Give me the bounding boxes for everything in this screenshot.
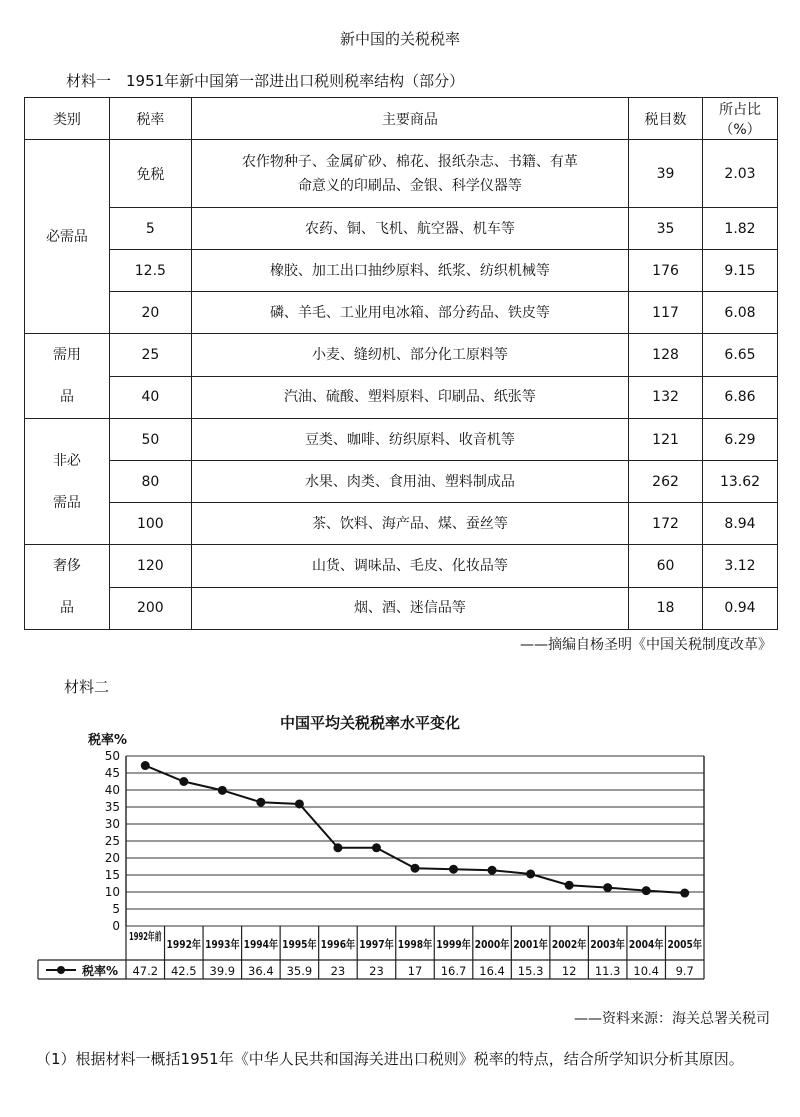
y-tick-label: 20 [104,851,120,865]
percent-cell: 1.82 [703,208,778,250]
table-row [25,250,778,292]
rate-cell: 50 [109,419,191,461]
y-axis-label: 税率% [88,733,128,748]
data-value-label: 42.5 [170,964,197,978]
goods-cell [191,292,628,334]
chart-title: 中国平均关税税率水平变化 [279,714,461,732]
category-label: 品 [59,389,74,405]
data-value-label: 15.3 [517,964,544,978]
rate-cell: 80 [109,461,191,503]
category-cell [25,140,110,334]
y-tick-label: 45 [104,766,120,780]
data-value-label: 17 [407,964,423,978]
data-point [218,786,227,795]
header-percent: 所占比（%） [703,98,778,140]
material2-heading: 材料二 [64,678,110,696]
legend-label: 税率% [82,964,119,978]
table-row [25,140,778,208]
page-title: 新中国的关税税率 [339,30,460,48]
rate-cell: 25 [109,334,191,377]
data-value-label: 16.7 [440,964,467,978]
category-cell [25,419,110,545]
count-cell: 18 [629,587,703,630]
data-value-label: 39.9 [209,964,236,978]
count-cell: 35 [629,208,703,250]
y-tick-label: 40 [104,783,120,797]
percent-cell: 3.12 [703,545,778,588]
count-cell: 39 [629,140,703,208]
x-tick-label: 1993年 [205,938,247,951]
category-label: 奢侈 [52,558,81,574]
data-value-label: 47.2 [132,964,159,978]
goods-line: 命意义的印刷品、金银、科学仪器等 [297,177,522,194]
y-tick-label: 10 [104,885,120,899]
goods-line: 山货、调味品、毛皮、化妆品等 [311,557,508,574]
table-row [25,545,778,588]
goods-line: 农作物种子、金属矿砂、棉花、报纸杂志、书籍、有革 [241,153,578,170]
rate-cell: 40 [109,376,191,419]
header-count: 税目数 [629,98,703,140]
series-line [145,766,684,894]
goods-cell [191,419,628,461]
rate-cell: 200 [109,587,191,630]
table-row [25,208,778,250]
y-tick-label: 30 [104,817,120,831]
goods-cell [191,376,628,419]
table-row [25,292,778,334]
count-cell: 121 [629,419,703,461]
category-cell [25,334,110,419]
y-tick-label: 15 [104,868,120,882]
data-point [411,864,420,873]
table-row [25,419,778,461]
data-point [372,843,381,852]
goods-line: 农药、铜、飞机、航空器、机车等 [304,220,515,237]
data-point [526,869,535,878]
data-value-label: 16.4 [479,964,505,978]
goods-cell [191,140,628,208]
legend-marker [57,966,65,974]
rate-cell: 12.5 [109,250,191,292]
table-row [25,461,778,503]
question-text: （1）根据材料一概括1951年《中华人民共和国海关进出口税则》税率的特点，结合所学知识分析其原因。 [36,1050,744,1068]
table-row [25,376,778,419]
tariff-table [24,97,778,630]
count-cell: 132 [629,376,703,419]
x-tick-label: 1998年 [397,938,440,951]
data-point [642,886,651,895]
percent-cell: 6.86 [703,376,778,419]
goods-cell [191,503,628,545]
x-tick-label: 1995年 [282,938,324,951]
table-header-row [25,98,778,140]
goods-line: 橡胶、加工出口抽纱原料、纸浆、纺织机械等 [269,262,550,279]
goods-cell [191,334,628,377]
data-point [256,798,265,807]
percent-cell: 9.15 [703,250,778,292]
rate-cell: 100 [109,503,191,545]
goods-cell [191,545,628,588]
x-tick-label: 2004年 [628,938,671,951]
x-tick-label: 1997年 [359,938,401,951]
percent-cell: 2.03 [703,140,778,208]
category-label: 需品 [52,494,81,511]
x-tick-label: 1992年前 [129,930,182,943]
goods-line: 烟、酒、迷信品等 [353,600,466,617]
y-tick-label: 0 [112,919,120,933]
rate-cell: 120 [109,545,191,588]
percent-cell: 6.29 [703,419,778,461]
rate-cell: 20 [109,292,191,334]
data-point [141,761,150,770]
category-cell [25,545,110,630]
goods-line: 小麦、缝纫机、部分化工原料等 [311,346,508,363]
table-body [25,140,778,630]
count-cell: 176 [629,250,703,292]
percent-cell: 6.08 [703,292,778,334]
goods-cell [191,250,628,292]
header-goods: 主要商品 [191,98,628,140]
header-category: 类别 [25,98,110,140]
material1-heading: 材料一 1951年新中国第一部进出口税则税率结构（部分） [66,72,465,90]
data-point [565,881,574,890]
y-tick-label: 50 [104,749,120,763]
goods-cell [191,587,628,630]
y-tick-label: 25 [104,834,120,848]
percent-cell: 0.94 [703,587,778,630]
data-value-label: 12 [561,964,577,978]
rate-cell: 5 [109,208,191,250]
data-value-label: 23 [369,964,384,978]
x-tick-label: 1996年 [320,938,363,951]
x-tick-label: 2001年 [513,938,555,951]
x-tick-label: 2000年 [474,938,517,951]
count-cell: 60 [629,545,703,588]
data-value-label: 10.4 [633,964,660,978]
data-value-label: 9.7 [675,964,694,978]
percent-cell: 13.62 [703,461,778,503]
x-tick-label: 2003年 [590,938,633,951]
data-point [333,843,342,852]
x-tick-label: 2002年 [551,938,594,951]
data-point [295,799,304,808]
y-tick-label: 5 [112,902,120,916]
category-label: 非必 [52,452,81,469]
x-tick-label: 1994年 [243,938,286,951]
table-row [25,503,778,545]
data-point [179,777,188,786]
count-cell: 128 [629,334,703,377]
goods-line: 水果、肉类、食用油、塑料制成品 [304,473,515,490]
goods-line: 豆类、咖啡、纺织原料、收音机等 [304,431,515,448]
percent-cell: 8.94 [703,503,778,545]
count-cell: 117 [629,292,703,334]
data-value-label: 35.9 [286,964,313,978]
header-rate: 税率 [109,98,191,140]
table-row [25,334,778,377]
tariff-line-chart [30,700,710,985]
data-value-label: 11.3 [594,964,621,978]
y-tick-label: 35 [104,800,120,814]
goods-cell [191,208,628,250]
material1-source: ——摘编自杨圣明《中国关税制度改革》 [520,637,772,653]
category-label: 品 [59,600,74,616]
data-value-label: 23 [330,964,346,978]
category-label: 必需品 [45,228,88,245]
goods-line: 茶、饮料、海产品、煤、蚕丝等 [311,515,508,532]
goods-cell [191,461,628,503]
percent-cell: 6.65 [703,334,778,377]
count-cell: 262 [629,461,703,503]
x-tick-label: 2005年 [667,938,710,951]
x-tick-label: 1992年 [166,938,209,951]
category-label: 需用 [52,347,81,363]
x-tick-label: 1999年 [436,938,478,951]
count-cell: 172 [629,503,703,545]
data-value-label: 36.4 [248,964,274,978]
data-point [603,883,612,892]
data-point [449,865,458,874]
goods-line: 磷、羊毛、工业用电冰箱、部分药品、铁皮等 [269,304,550,321]
data-point [680,889,689,898]
rate-cell: 免税 [109,140,191,208]
material2-source: ——资料来源：海关总署关税司 [574,1011,770,1027]
table-row [25,587,778,630]
data-point [488,866,497,875]
goods-line: 汽油、硫酸、塑料原料、印刷品、纸张等 [283,389,536,406]
